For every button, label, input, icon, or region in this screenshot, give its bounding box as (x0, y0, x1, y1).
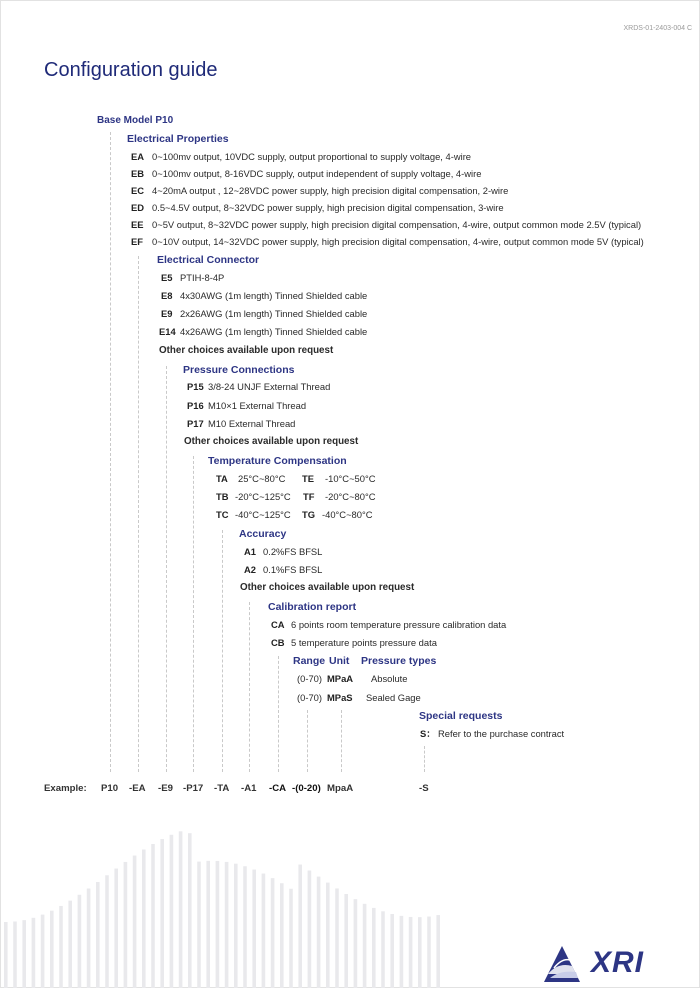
example-label: Example: (44, 783, 87, 794)
option-desc: 0~100mv output, 10VDC supply, output proportional to supply voltage, 4-wire (152, 151, 472, 162)
option-desc: -20°C~80°C (325, 491, 376, 502)
option-code: P15 (187, 381, 204, 392)
option-code: ED (131, 202, 145, 213)
example-part: -A1 (241, 783, 257, 794)
option-desc: 4x30AWG (1m length) Tinned Shielded cable (180, 290, 368, 301)
option-desc: M10×1 External Thread (208, 400, 307, 411)
example-part: P10 (101, 783, 119, 794)
option-desc: 0~5V output, 8~32VDC power supply, high precision digital compensation, 4-wire, output common mode 2.5V (typical) (152, 219, 642, 230)
option-desc: 6 points room temperature pressure calibration data (291, 619, 507, 630)
connector-line-level-8 (307, 710, 308, 772)
wave-bar (59, 906, 63, 988)
electrical-connector-heading: Electrical Connector (157, 254, 260, 266)
wave-bar (206, 861, 210, 988)
wave-bar (289, 889, 293, 988)
wave-bar (280, 883, 284, 988)
option-code: E9 (161, 308, 173, 319)
option-code: CB (271, 637, 285, 648)
example-part: -E9 (158, 783, 173, 794)
wave-bar (87, 889, 91, 988)
option-code: A2 (244, 564, 256, 575)
wave-bar (4, 922, 8, 988)
range-value: (0-70) (297, 673, 323, 684)
option-code: E5 (161, 272, 173, 283)
wave-bar (179, 831, 183, 988)
other-choices-note: Other choices available upon request (159, 345, 334, 356)
example-part: -TA (214, 783, 230, 794)
option-desc: -20°C~125°C (235, 491, 291, 502)
connector-line-level-4 (193, 456, 194, 772)
example-part: -(0-20) (292, 783, 321, 794)
option-desc: -40°C~125°C (235, 509, 291, 520)
wave-bar (252, 870, 256, 988)
option-code: CA (271, 619, 285, 630)
page-title: Configuration guide (44, 59, 218, 81)
wave-bar (354, 899, 358, 988)
option-desc: -10°C~50°C (325, 473, 376, 484)
wave-bar (13, 922, 17, 988)
option-desc: 4~20mA output , 12~28VDC power supply, high precision digital compensation, 2-wire (152, 185, 509, 196)
wave-bar (234, 864, 238, 988)
wave-bar (188, 833, 192, 988)
example-part: -S (419, 783, 429, 794)
connector-line-level-10 (424, 746, 425, 772)
wave-bar (381, 911, 385, 988)
pressure-type-value: Absolute (371, 673, 408, 684)
wave-bar (32, 918, 36, 988)
calibration-report-heading: Calibration report (268, 601, 357, 613)
wave-bar (78, 895, 82, 988)
unit-value: MPaS (327, 692, 353, 703)
wave-bar (409, 917, 413, 988)
wave-bar (197, 862, 201, 988)
option-desc: 2x26AWG (1m length) Tinned Shielded cable (180, 308, 368, 319)
connector-line-level-9 (341, 710, 342, 772)
xri-logo-text: XRI (591, 946, 645, 979)
connector-line-level-2 (138, 256, 139, 772)
wave-bar (114, 869, 118, 988)
option-code: TG (302, 509, 316, 520)
wave-bar (96, 882, 100, 988)
wave-bar (298, 865, 302, 988)
example-part: MpaA (327, 783, 354, 794)
option-code: E14 (159, 326, 176, 337)
connector-line-level-6 (249, 602, 250, 772)
option-desc: -40°C~80°C (322, 509, 373, 520)
wave-bar (427, 917, 431, 988)
document-id: XRDS-01-2403-004 C (623, 25, 692, 32)
pressure-connections-heading: Pressure Connections (183, 364, 295, 376)
wave-bar (216, 861, 220, 988)
range-header: Range (293, 655, 326, 667)
option-code: EB (131, 168, 145, 179)
special-requests-code: S： (420, 728, 436, 739)
connector-line-level-1 (110, 132, 111, 772)
option-code: TE (302, 473, 314, 484)
option-code: P17 (187, 418, 204, 429)
special-requests-heading: Special requests (419, 710, 503, 722)
other-choices-note: Other choices available upon request (240, 582, 415, 593)
base-model-heading: Base Model P10 (97, 115, 174, 126)
wave-bar (418, 917, 422, 988)
wave-bar (142, 850, 146, 988)
special-requests-desc: Refer to the purchase contract (438, 728, 565, 739)
wave-bar (400, 916, 404, 988)
wave-bar (133, 856, 137, 988)
wave-bar (225, 862, 229, 988)
wave-bar (41, 915, 45, 988)
unit-value: MPaA (327, 673, 354, 684)
example-part: -EA (129, 783, 146, 794)
option-desc: 3/8-24 UNJF External Thread (208, 381, 331, 392)
option-desc: 0.2%FS BFSL (263, 546, 323, 557)
option-desc: 0~10V output, 14~32VDC power supply, high precision digital compensation, 4-wire, output common mode 5V (typical) (152, 236, 644, 247)
option-code: EF (131, 236, 143, 247)
option-desc: M10 External Thread (208, 418, 296, 429)
xri-logo-mark (542, 944, 582, 984)
pressure-types-header: Pressure types (361, 655, 437, 667)
option-code: EE (131, 219, 144, 230)
option-code: TA (216, 473, 228, 484)
wave-bar (22, 920, 26, 988)
electrical-properties-heading: Electrical Properties (127, 133, 229, 145)
connector-line-level-3 (166, 366, 167, 772)
unit-header: Unit (329, 655, 350, 667)
wave-bar (262, 874, 266, 988)
wave-bar (243, 866, 247, 988)
wave-bar (124, 862, 128, 988)
connector-line-level-5 (222, 530, 223, 772)
wave-bar (335, 888, 339, 988)
wave-bar (344, 894, 348, 988)
option-desc: 5 temperature points pressure data (291, 637, 437, 648)
option-desc: 25°C~80°C (238, 473, 286, 484)
temperature-compensation-heading: Temperature Compensation (208, 455, 347, 467)
wave-bar (271, 878, 275, 988)
connector-line-level-7 (278, 656, 279, 772)
wave-bar (50, 911, 54, 988)
option-desc: 0.5~4.5V output, 8~32VDC power supply, high precision digital compensation, 3-wire (152, 202, 504, 213)
pressure-type-value: Sealed Gage (366, 692, 421, 703)
option-code: E8 (161, 290, 173, 301)
option-desc: 0~100mv output, 8-16VDC supply, output independent of supply voltage, 4-wire (152, 168, 482, 179)
example-part: -CA (269, 783, 287, 794)
option-code: EC (131, 185, 145, 196)
wave-bar (68, 901, 72, 988)
wave-bar (326, 883, 330, 988)
range-value: (0-70) (297, 692, 323, 703)
option-desc: 4x26AWG (1m length) Tinned Shielded cable (180, 326, 368, 337)
option-code: TF (303, 491, 315, 502)
wave-bar (308, 871, 312, 988)
wave-bar (436, 915, 440, 988)
option-code: TB (216, 491, 229, 502)
wave-bar (170, 835, 174, 988)
option-desc: 0.1%FS BFSL (263, 564, 323, 575)
wave-bar (363, 904, 367, 988)
wave-bar (372, 908, 376, 988)
wave-bar (151, 844, 155, 988)
option-code: EA (131, 151, 145, 162)
wave-bar (390, 914, 394, 988)
option-code: P16 (187, 400, 204, 411)
other-choices-note: Other choices available upon request (184, 436, 359, 447)
option-code: TC (216, 509, 229, 520)
wave-bar (317, 877, 321, 988)
accuracy-heading: Accuracy (239, 528, 287, 540)
option-desc: PTIH-8-4P (180, 272, 225, 283)
option-code: A1 (244, 546, 256, 557)
wave-bar (105, 875, 109, 988)
example-part: -P17 (183, 783, 204, 794)
wave-bar (160, 839, 164, 988)
